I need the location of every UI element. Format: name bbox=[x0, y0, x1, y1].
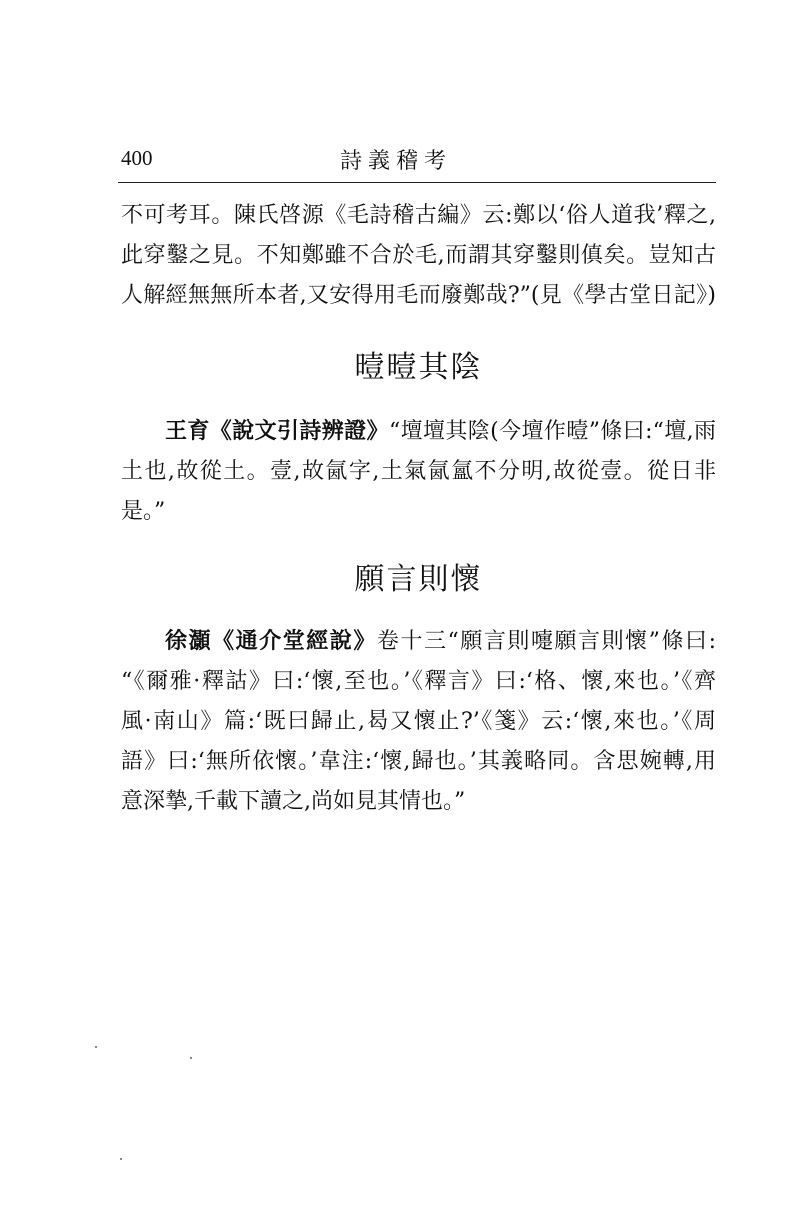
text-line: 不可考耳。陳氏啓源《毛詩稽古編》云:鄭以‘俗人道我’釋之, bbox=[121, 203, 716, 228]
text-line bbox=[121, 621, 716, 662]
scan-speck bbox=[95, 1046, 97, 1048]
text-line: 此穿鑿之見。不知鄭雖不合於毛,而謂其穿鑿則傎矣。豈知古 bbox=[121, 243, 716, 268]
text-line: 土也,故從土。壹,故氤字,土氣氤氳不分明,故從壹。從日非 bbox=[121, 459, 716, 484]
text-line: 人解經無無所本者,又安得用毛而廢鄭哉?”(見《學古堂日記》) bbox=[121, 283, 716, 308]
paragraph-continuation bbox=[121, 196, 716, 316]
source-title: 王育《說文引詩辨證》 bbox=[165, 418, 389, 444]
scan-speck bbox=[190, 1057, 192, 1059]
text-line: 語》曰:‘無所依懷。’韋注:‘懷,歸也。’其義略同。含思婉轉,用 bbox=[121, 749, 716, 774]
section-paragraph bbox=[121, 621, 716, 822]
page-number: 400 bbox=[121, 146, 153, 170]
section-heading: 曀曀其陰 bbox=[354, 350, 483, 385]
running-title: 詩義稽考 bbox=[340, 149, 453, 174]
section-heading: 願言則懷 bbox=[354, 562, 483, 597]
section-paragraph bbox=[121, 411, 716, 532]
text-fragment: 卷十三“願言則嚏願言則懷”條曰: bbox=[376, 629, 716, 654]
text-line: “《爾雅·釋詁》曰:‘懷,至也。’《釋言》曰:‘格、懷,來也。’《齊 bbox=[121, 669, 716, 694]
text-line: 風·南山》篇:‘既曰歸止,曷又懷止?’《箋》云:‘懷,來也。’《周 bbox=[121, 709, 716, 734]
text-line bbox=[121, 411, 716, 452]
text-line: 是。” bbox=[121, 499, 166, 524]
scan-speck bbox=[120, 1158, 122, 1160]
text-fragment: “壇壇其陰(今壇作曀”條曰:“壇,雨 bbox=[388, 419, 716, 444]
source-title: 徐灝《通介堂經說》 bbox=[165, 628, 377, 654]
text-line: 意深摯,千載下讀之,尚如見其情也。” bbox=[121, 789, 466, 814]
header-rule bbox=[118, 182, 716, 183]
